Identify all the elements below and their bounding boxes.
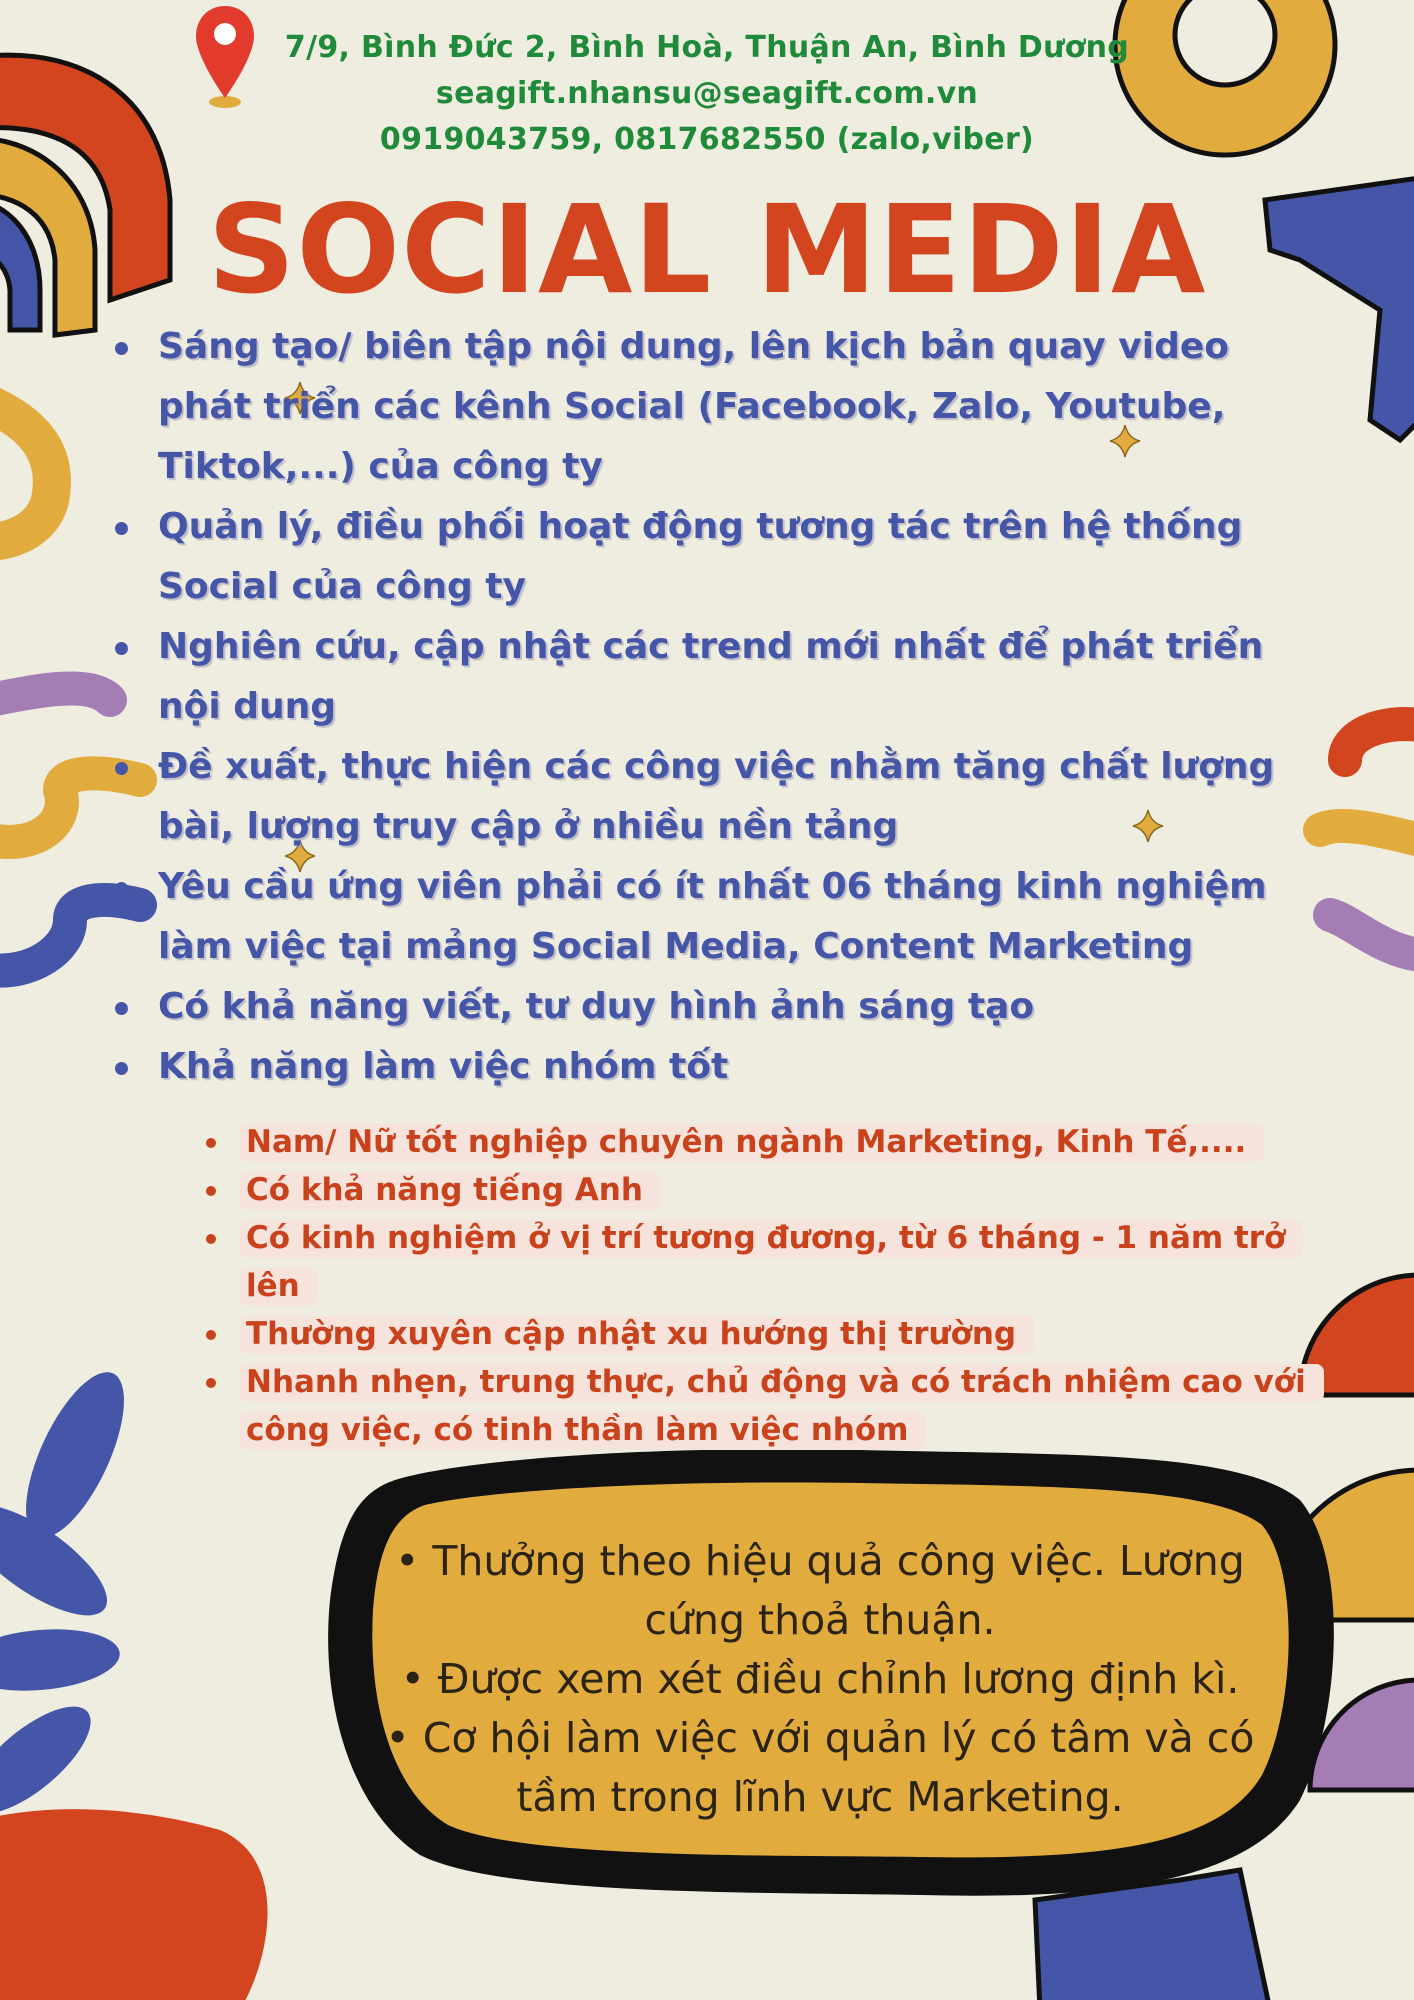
duties-list	[110, 317, 1310, 1097]
requirement-text: Thường xuyên cập nhật xu hướng thị trường	[240, 1316, 1034, 1354]
contact-address: 7/9, Bình Đức 2, Bình Hoà, Thuận An, Bình Dương	[284, 30, 1130, 65]
duty-item: Nghiên cứu, cập nhật các trend mới nhất để phát triển nội dung	[110, 617, 1310, 737]
benefits-box	[380, 1532, 1260, 1827]
contact-phones[interactable]: 0919043759, 0817682550 (zalo,viber)	[379, 122, 1035, 157]
duty-item: Quản lý, điều phối hoạt động tương tác trên hệ thống Social của công ty	[110, 497, 1310, 617]
requirement-text: Nhanh nhẹn, trung thực, chủ động và có trách nhiệm cao với công việc, có tinh thần làm việc nhóm	[240, 1364, 1324, 1450]
requirement-item	[196, 1166, 1356, 1214]
duty-item: Đề xuất, thực hiện các công việc nhằm tăng chất lượng bài, lượng truy cập ở nhiều nền tảng	[110, 737, 1310, 857]
benefit-item: • Thưởng theo hiệu quả công việc. Lương cứng thoả thuận.	[395, 1537, 1245, 1644]
location-pin-icon	[192, 2, 258, 112]
duty-item: Sáng tạo/ biên tập nội dung, lên kịch bản quay video phát triển các kênh Social (Facebook, Zalo, Youtube, Tiktok,...) của công ty	[110, 317, 1310, 497]
requirements-list	[196, 1118, 1356, 1454]
benefit-item: • Được xem xét điều chỉnh lương định kì.	[400, 1655, 1240, 1703]
page-title: SOCIAL MEDIA	[207, 179, 1207, 321]
requirement-item	[196, 1118, 1356, 1166]
requirement-item	[196, 1358, 1356, 1454]
requirement-text: Có khả năng tiếng Anh	[240, 1172, 661, 1210]
contact-email[interactable]: seagift.nhansu@seagift.com.vn	[435, 76, 979, 111]
bottom-left-orange-blob	[0, 1809, 268, 2000]
benefit-item: • Cơ hội làm việc với quản lý có tâm và có tầm trong lĩnh vực Marketing.	[385, 1714, 1255, 1821]
requirement-item	[196, 1214, 1356, 1310]
right-purple-squiggle	[1330, 915, 1414, 955]
left-purple-squiggle	[0, 688, 110, 700]
requirement-text: Nam/ Nữ tốt nghiệp chuyên ngành Marketing, Kinh Tế,....	[240, 1124, 1264, 1162]
requirement-item	[196, 1310, 1356, 1358]
bottom-left-blue-flower	[0, 1359, 144, 1831]
duty-item: Có khả năng viết, tư duy hình ảnh sáng tạo	[110, 977, 1310, 1037]
right-orange-squiggle	[1345, 724, 1414, 760]
left-yellow-wave	[0, 400, 52, 542]
duty-item: Khả năng làm việc nhóm tốt	[110, 1037, 1310, 1097]
right-yellow-squiggle	[1320, 826, 1414, 840]
duty-item: Yêu cầu ứng viên phải có ít nhất 06 tháng kinh nghiệm làm việc tại mảng Social Media, Content Marketing	[110, 857, 1310, 977]
requirement-text: Có kinh nghiệm ở vị trí tương đương, từ 6 tháng - 1 năm trở lên	[240, 1220, 1303, 1306]
